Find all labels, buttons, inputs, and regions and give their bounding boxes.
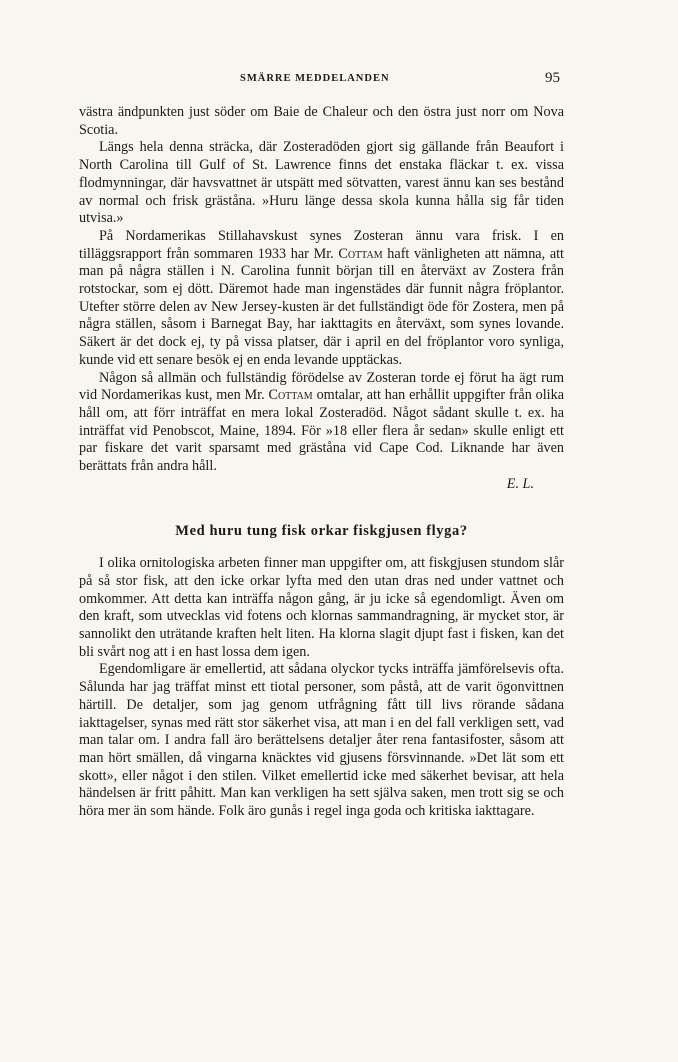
article2-paragraph-1: I olika ornitologiska arbeten finner man uppgifter om, att fiskgjusen stundom slår på så stor fisk, att den icke orkar lyfta med den utan dras ned under vattnet och omkommer. Att detta kan inträffa någon gång, är ju icke så egendomligt. Även om den kraft, som utvecklas vid fotens och klornas sammandragning, är mycket stor, är sannolikt den uträtande kraften helt liten. Ha klorna slagit djupt fast i fisken, kan det bli svårt nog att i en hast lossa dem igen.	[79, 555, 564, 660]
article1-paragraph-4-text-a: Någon så allmän och fullständig förödelse av Zosteran torde ej förut ha ägt rum vid Nordamerikas kust, men Mr.	[79, 369, 564, 404]
article2-paragraph-2: Egendomligare är emellertid, att sådana olyckor tycks inträffa jämförelsevis ofta. Sålunda har jag träffat minst ett tiotal personer, som påstå, att de varit ögonvittnen härtill. De detaljer, som jag genom utfrågning fått till livs rörande sådana iakttagelser, synas med rätt stor säkerhet visa, att man i en del fall verkligen sett, vad man talar om. I andra fall äro berättelsens detaljer åter rena fantasifoster, såsom att man hört smällen, då vingarna knäcktes vid gjusens försvinnande. »Det lät som ett skott», eller något i den stilen. Vilket emellertid icke med säkerhet bevisar, att hela händelsen är fritt påhitt. Man kan verkligen ha sett själva saken, men trott sig se och höra mer än som hände. Folk äro gunås i regel inga goda och kritiska iakttagare.	[79, 661, 564, 820]
article1-paragraph-3	[79, 228, 564, 370]
author-name-cottam: Cottam	[338, 245, 383, 262]
article1-paragraph-3-text-a: På Nordamerikas Stillahavskust synes Zosteran ännu vara frisk. I en tilläggsrapport från sommaren 1933 har Mr.	[79, 227, 564, 262]
author-name-cottam: Cottam	[268, 387, 313, 404]
running-head	[0, 70, 678, 94]
article2-title: Med huru tung fisk orkar fiskgjusen flyga?	[175, 523, 468, 540]
body-text	[79, 104, 564, 821]
page-number: 95	[545, 70, 560, 86]
article1-signature: E. L.	[506, 475, 534, 492]
article1-paragraph-3-text-b: haft vänligheten att nämna, att man på några ställen i N. Carolina funnit början till en återväxt av Zostera från rotstockar, som ej dött. Däremot hade man ingenstädes där funnit några fröplantor. Utefter större delen av New Jersey-kusten är det fullständigt öde för Zostera, men på några ställen, såsom i Barnegat Bay, har iakttagits en återväxt, som synes lovande. Säkert är det dock ej, ty på vissa platser, där i april en del fröplantor voro synliga, kunde vid ett senare besök ej en enda levande upptäckas.	[79, 245, 565, 368]
article1-paragraph-1: västra ändpunkten just söder om Baie de Chaleur och den östra just norr om Nova Scotia.	[79, 104, 564, 138]
article1-paragraph-4-text-b: omtalar, att han erhållit uppgifter från olika håll om, att förr inträffat en mera lokal Zosteradöd. Något sådant skulle t. ex. ha inträffat vid Penobscot, Maine, 1894. För »18 eller flera år sedan» skulle enligt ett par fiskare det varit sparsamt med gräståna vid Cape Cod. Liknande har även berättats från andra håll.	[79, 387, 565, 475]
article1-paragraph-2: Längs hela denna sträcka, där Zosteradöden gjort sig gällande från Beaufort i North Carolina till Gulf of St. Lawrence finns det enstaka fläckar t. ex. vissa flodmynningar, där havsvattnet är utspätt med sötvatten, varest ännu kan ses bestånd av normal och frisk gräståna. »Huru länge dessa skola kunna hålla sig får tiden utvisa.»	[79, 139, 564, 227]
article1-paragraph-4	[79, 370, 564, 476]
running-head-title: SMÄRRE MEDDELANDEN	[240, 73, 390, 84]
